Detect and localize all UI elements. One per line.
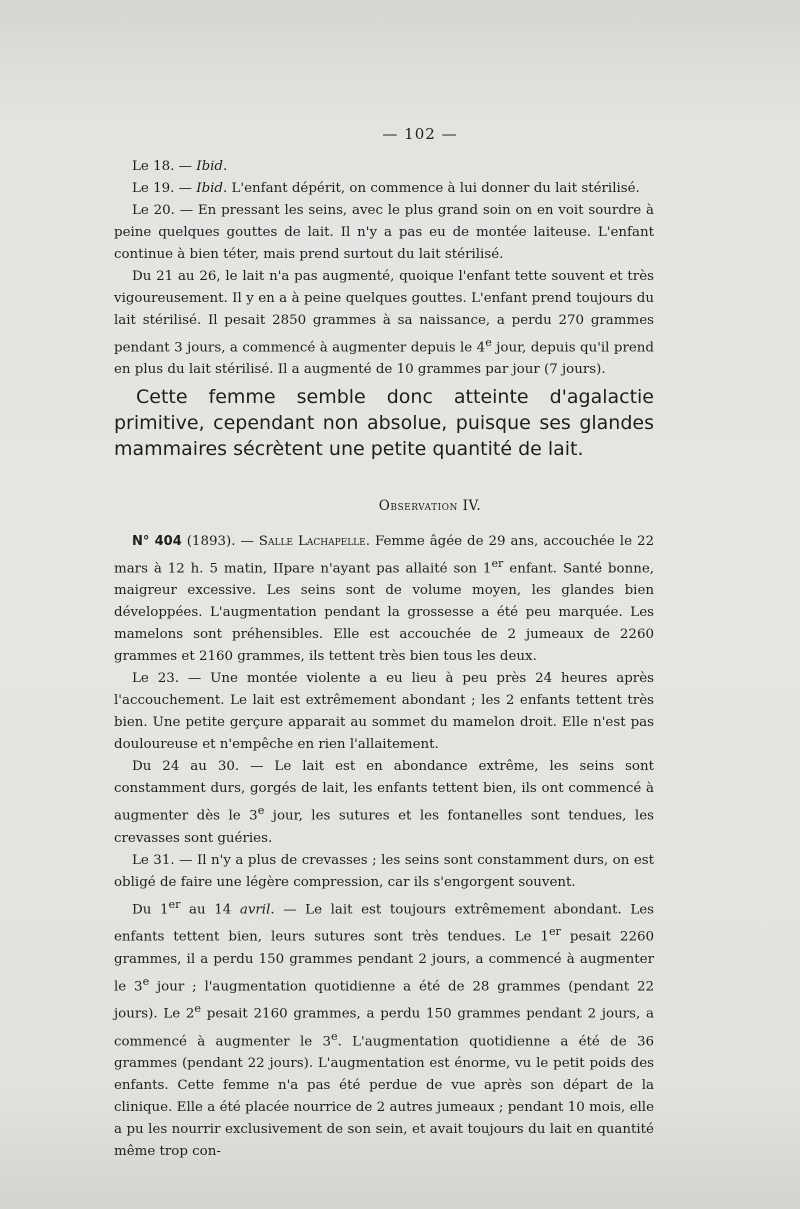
paragraph: Du 21 au 26, le lait n'a pas augmenté, quoique l'enfant tette souvent et très vigoureusement. Il y en a à peine quelques gouttes. L'enfant prend toujours du lait stérilisé. Il pesait 2850 grammes à sa naissance, a perdu 270 grammes pendant 3 jours, a commencé à augmenter depuis le 4e jour, depuis qu'il prend en plus du lait stérilisé. Il a augmenté de 10 grammes par jour (7 jours). — [114, 269, 654, 378]
observation-continuation — [114, 156, 654, 381]
observation-title: Observation IV. — [378, 498, 482, 514]
paragraph: Le 20. — En pressant les seins, avec le plus grand soin on en voit sourdre à peine quelques gouttes de lait. Il n'y a pas eu de montée laiteuse. L'enfant continue à bien téter, mais prend surtout du lait stérilisé. — [114, 203, 654, 262]
page-number: — 102 — — [382, 125, 458, 143]
paragraph: Du 24 au 30. — Le lait est en abondance extrême, les seins sont constamment durs, gorgés de lait, les enfants tettent bien, ils ont commencé à augmenter dès le 3e jour, les sutures et les fontanelles sont tendues, les crevasses sont guéries. — [114, 759, 655, 846]
paragraph: Le 23. — Une montée violente a eu lieu à peu près 24 heures après l'accouchement. Le lait est extrêmement abondant ; les 2 enfants tettent très bien. Une petite gerçure apparait au sommet du mamelon droit. Elle n'est pas douloureuse et n'empêche en rien l'allaitement. — [114, 671, 654, 753]
paragraph: Le 19. — Ibid. L'enfant dépérit, on commence à lui donner du lait stérilisé. — [132, 181, 640, 196]
observation-iv — [114, 531, 654, 1163]
paragraph: N° 404 (1893). — Salle Lachapelle. Femme âgée de 29 ans, accouchée le 22 mars à 12 h. 5 matin, IIpare n'ayant pas allaité son 1er enfant. Santé bonne, maigreur excessive. Les seins sont de volume moyen, les glandes bien développées. L'augmentation pendant la grossesse a été peu marquée. Les mamelons sont préhensibles. Elle est accouchée de 2 jumeaux de 2260 grammes et 2160 grammes, ils tettent très bien tous les deux. — [114, 534, 654, 665]
paragraph: Du 1er au 14 avril. — Le lait est toujours extrêmement abondant. Les enfants tettent bien, leurs sutures sont très tendues. Le 1er pesait 2260 grammes, il a perdu 150 grammes pendant 2 jours, a commencé à augmenter le 3e jour ; l'augmentation quotidienne a été de 28 grammes (pendant 22 jours). Le 2e pesait 2160 grammes, a perdu 150 grammes pendant 2 jours, a commencé à augmenter le 3e. L'augmentation quotidienne a été de 36 grammes (pendant 22 jours). L'augmentation est énorme, vu le petit poids des enfants. Cette femme n'a pas été perdue de vue après son départ de la clinique. Elle a été placée nourrice de 2 autres jumeaux ; pendant 10 mois, elle a pu les nourrir exclusivement de son sein, et avait toujours du lait en quantité même trop con- — [114, 897, 655, 1160]
conclusion: Cette femme semble donc atteinte d'agalactie primitive, cependant non absolue, puisque ses glandes mammaires sécrètent une petite quantité de lait. — [114, 386, 654, 460]
paragraph: Le 18. — Ibid. — [132, 159, 228, 174]
paragraph: Le 31. — Il n'y a plus de crevasses ; les seins sont constamment durs, on est obligé de faire une légère compression, car ils s'engorgent souvent. — [114, 852, 654, 890]
